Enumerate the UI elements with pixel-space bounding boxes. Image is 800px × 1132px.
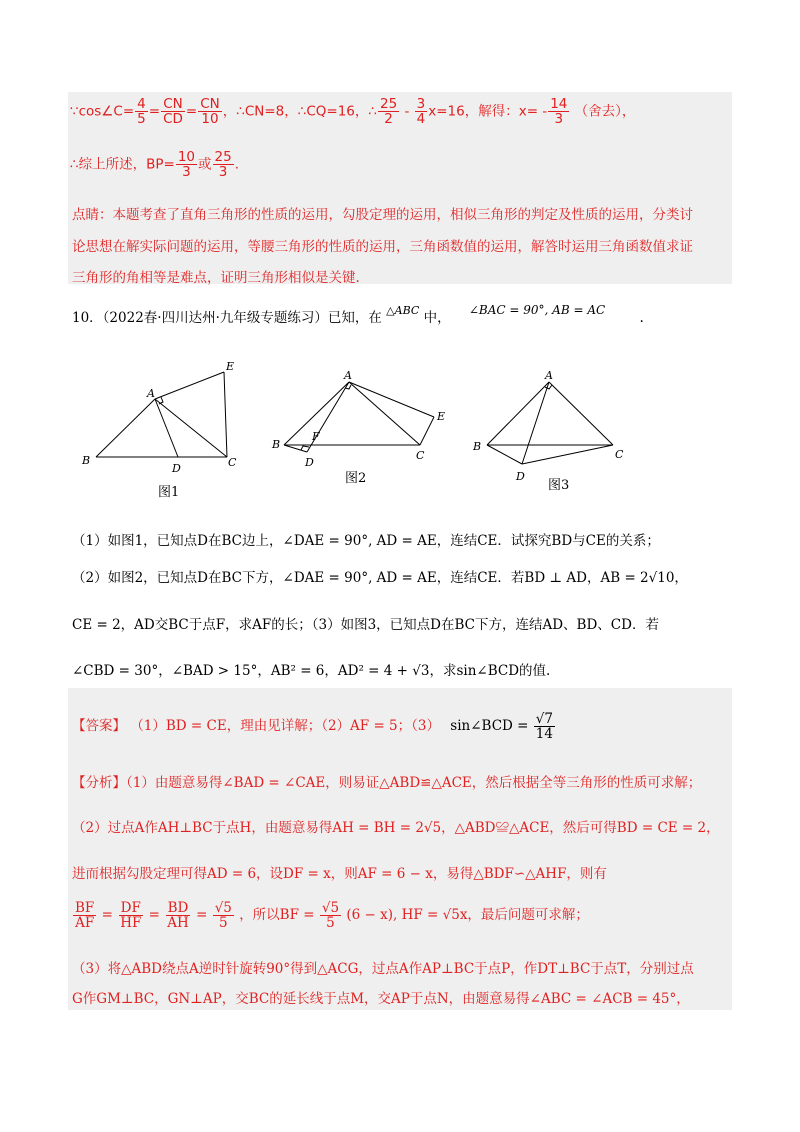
- question-3: ∠CBD = 30°，∠BAD > 15°，AB² = 6，AD² = 4 + √3，求sin∠BCD的值.: [72, 663, 551, 679]
- fraction: $\frac{3}{4}$: [416, 96, 426, 128]
- solution-line-2: [70, 150, 239, 179]
- svg-text:C: C: [416, 449, 425, 462]
- analysis-line-4: $\frac{BF}{AF}$ = $\frac{DF}{HF}$ = $\frac{BD}{AH}$ = $\frac{√5}{5}$ ，所以BF = $\frac{√5}{5}$ (6 − x), HF = √5x，最后问题可求解；: [75, 900, 589, 932]
- fraction: $\frac{10}{3}$: [177, 149, 195, 181]
- comment-line-1: 点睛：本题考查了直角三角形的性质的运用，勾股定理的运用，相似三角形的判定及性质的运用，分类讨: [72, 207, 693, 223]
- question-2b: CE = 2，AD交BC于点F，求AF的长；（3）如图3，已知点D在BC下方，连结AD、BD、CD．若: [72, 617, 659, 633]
- answer-line: [72, 712, 556, 741]
- analysis-text: （1）由题意易得∠BAD = ∠CAE，则易证△ABD≌△ACE，然后根据全等三角形的性质可求解；: [126, 775, 702, 791]
- fraction: $\frac{25}{3}$: [214, 149, 232, 181]
- fraction: $\frac{BF}{AF}$: [75, 900, 95, 932]
- figure-2-label: 图2: [345, 471, 367, 486]
- text: ，∴CN=8，∴CQ=16，∴: [222, 103, 377, 120]
- problem-source: 10．（2022春·四川达州·九年级专题练习）已知，在: [72, 310, 382, 326]
- analysis-line-5: （3）将△ABD绕点A逆时针旋转90°得到△ACG，过点A作AP⊥BC于点P，作DT⊥BC于点T，分别过点: [72, 961, 694, 977]
- svg-text:C: C: [615, 448, 624, 461]
- svg-text:E: E: [437, 410, 446, 423]
- text: (6 − x), HF = √5x，最后问题可求解；: [346, 907, 589, 924]
- solution-line-1: [70, 97, 635, 126]
- condition: ∠BAC = 90°, AB = AC: [468, 303, 606, 317]
- answer-parts: （1）BD = CE，理由见详解；（2）AF = 5；（3）: [130, 718, 440, 735]
- figure-3-label: 图3: [548, 478, 570, 493]
- minus: -: [404, 103, 410, 120]
- text: ∴综上所述，BP=: [70, 156, 175, 173]
- equals: =: [185, 103, 198, 120]
- svg-text:D: D: [516, 470, 525, 483]
- svg-text:E: E: [226, 360, 235, 373]
- fraction: $\frac{DF}{HF}$: [120, 900, 142, 932]
- svg-text:B: B: [272, 438, 281, 451]
- fraction: $\frac{√7}{14}$: [535, 711, 553, 743]
- analysis-label: 【分析】: [72, 775, 126, 791]
- figure-1-label: 图1: [158, 485, 180, 500]
- text: .: [639, 310, 644, 326]
- answer-part-3: sin∠BCD =: [450, 718, 529, 735]
- svg-text:A: A: [147, 387, 155, 400]
- svg-text:F: F: [312, 430, 320, 443]
- svg-text:C: C: [228, 456, 237, 469]
- text: 中，: [423, 310, 451, 326]
- fraction: $\frac{14}{3}$: [550, 96, 568, 128]
- cos-prefix: ∵cos∠C=: [70, 103, 135, 120]
- text: 或: [198, 156, 212, 173]
- analysis-line-2: （2）过点A作AH⊥BC于点H，由题意易得AH = BH = 2√5，△ABD≌△ACE，然后可得BD = CE = 2，: [72, 820, 720, 836]
- fraction: $\frac{BD}{AH}$: [167, 900, 189, 932]
- text: （舍去），: [574, 103, 636, 120]
- svg-text:B: B: [473, 440, 482, 453]
- svg-text:A: A: [344, 369, 352, 382]
- figure-1: [96, 372, 227, 457]
- geometry-figures: [0, 360, 800, 500]
- text: x=16，解得：x= -: [428, 103, 548, 120]
- svg-text:D: D: [305, 456, 314, 469]
- comment-line-3: 三角形的角相等是难点，证明三角形相似是关键.: [72, 270, 360, 286]
- triangle-name: △ABC: [386, 304, 420, 317]
- svg-text:A: A: [545, 369, 553, 382]
- fraction: $\frac{CN}{10}$: [200, 96, 220, 128]
- problem-header: [72, 303, 644, 326]
- equals: =: [148, 103, 161, 120]
- text: .: [234, 156, 239, 173]
- text: ，所以BF =: [239, 907, 315, 924]
- figure-2: [284, 382, 434, 452]
- fraction: $\frac{CN}{CD}$: [163, 96, 183, 128]
- comment-line-2: 论思想在解实际问题的运用，等腰三角形的性质的运用，三角函数值的运用，解答时运用三角函数值求证: [72, 239, 693, 255]
- analysis-line-1: [72, 771, 701, 791]
- answer-label: 【答案】: [72, 718, 126, 735]
- analysis-line-6: G作GM⊥BC，GN⊥AP，交BC的延长线于点M，交AP于点N，由题意易得∠ABC = ∠ACB = 45°，: [72, 991, 690, 1007]
- fraction: $\frac{4}{5}$: [137, 96, 146, 128]
- analysis-line-3: 进而根据勾股定理可得AD = 6，设DF = x，则AF = 6 − x，易得△BDF∽△AHF，则有: [72, 866, 607, 882]
- fraction: $\frac{√5}{5}$: [214, 900, 232, 932]
- question-1: （1）如图1，已知点D在BC边上，∠DAE = 90°, AD = AE，连结CE．试探究BD与CE的关系；: [72, 533, 660, 549]
- question-2a: （2）如图2，已知点D在BC下方，∠DAE = 90°, AD = AE，连结CE．若BD ⊥ AD，AB = 2√10，: [72, 570, 688, 586]
- fraction: $\frac{25}{2}$: [379, 96, 398, 128]
- svg-text:B: B: [82, 454, 91, 467]
- figure-3: [487, 382, 613, 464]
- svg-text:D: D: [172, 462, 181, 475]
- fraction: $\frac{√5}{5}$: [321, 900, 340, 932]
